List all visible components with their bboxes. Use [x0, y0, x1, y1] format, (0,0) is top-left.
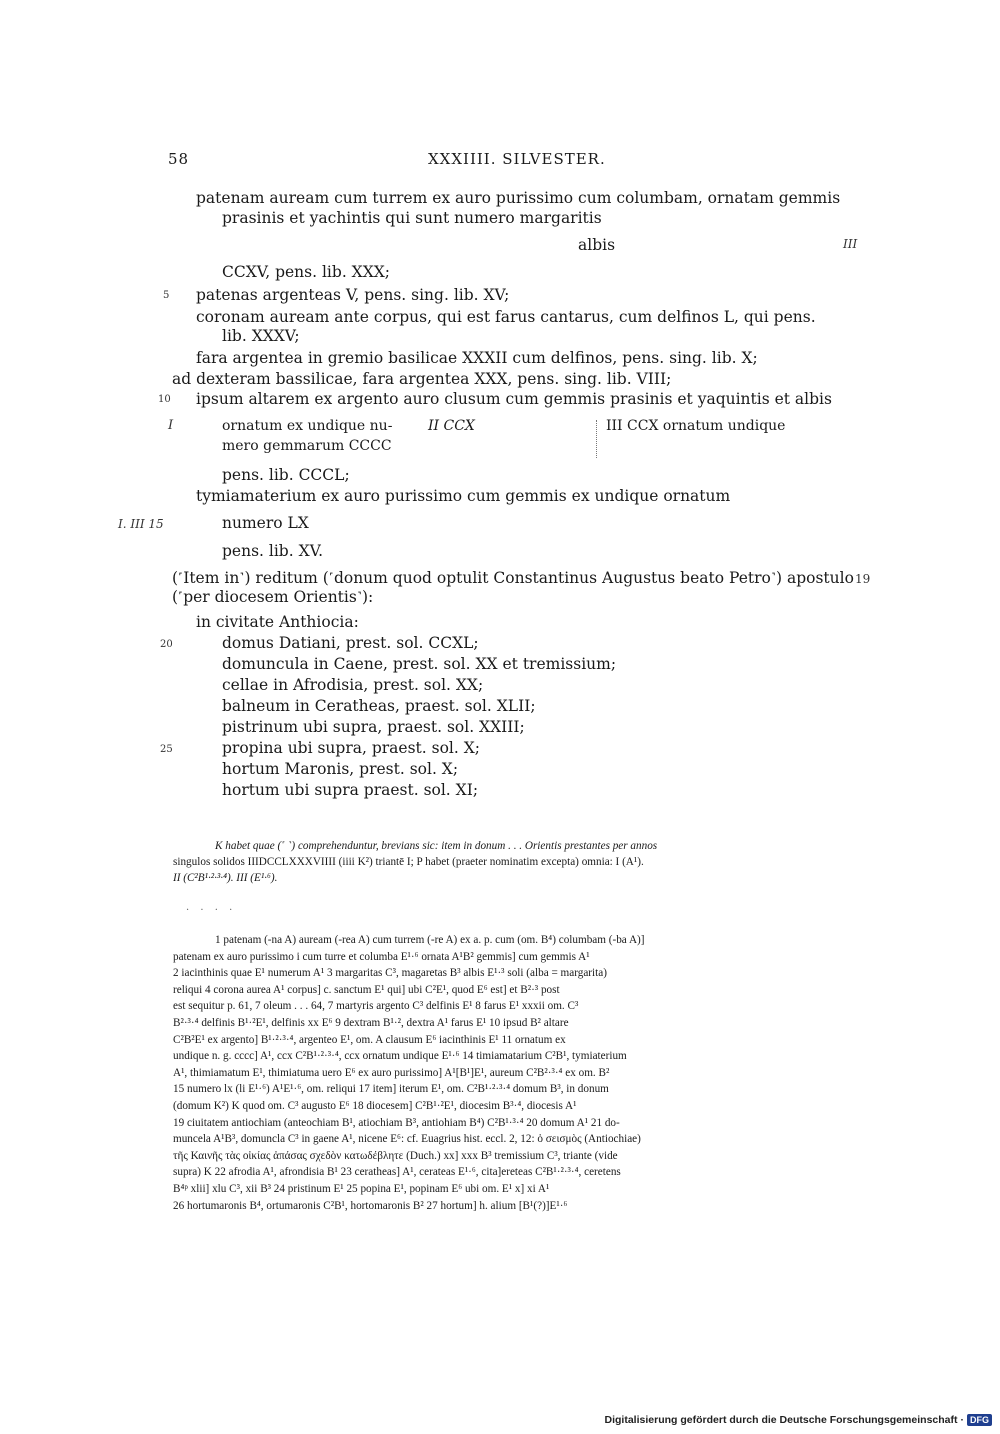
text-line-19: cellae in Afrodisia, prest. sol. XX;	[222, 676, 484, 694]
text-line-3: CCXV, pens. lib. XXX;	[222, 263, 390, 281]
note-K-line: K habet quae (˹ ˺) comprehenduntur, brevians sic: item in donum . . . Orientis prestantes per annos	[215, 840, 658, 852]
apparatus-line: 1 patenam (-na A) auream (-rea A) cum turrem (-re A) ex a. p. cum (om. B⁴) columbam (-ba A)]	[215, 934, 645, 946]
recension-III-text: III CCX ornatum undique	[606, 418, 786, 434]
margin-recension-I: I	[168, 418, 174, 433]
text-line-15: (˹per diocesem Orientis˺):	[172, 588, 374, 606]
text-line-14: (˹Item in˺) reditum (˹donum quod optulit Constantinus Augustus beato Petro˺) apostulo	[172, 569, 854, 587]
column-divider	[596, 420, 597, 458]
text-line-18: domuncula in Caene, prest. sol. XX et tremissium;	[222, 655, 617, 673]
text-line-16: in civitate Anthiocia:	[196, 613, 359, 631]
apparatus-line: (domum K²) K quod om. C³ augusto E⁶ 18 diocesem] C²B¹·²E¹, diocesim B³·⁴, diocesis A¹	[173, 1099, 577, 1112]
text-line-albis: albis	[578, 236, 616, 254]
text-line-20: balneum in Ceratheas, praest. sol. XLII;	[222, 697, 536, 715]
apparatus-line: undique n. g. cccc] A¹, ccx C²B¹·²·³·⁴, ccx ornatum undique E¹·⁶ 14 timiamatarium C²B¹, tymiaterium	[173, 1050, 627, 1063]
text-line-22: propina ubi supra, praest. sol. X;	[222, 739, 480, 757]
critical-apparatus	[173, 932, 848, 1214]
text-line-8: ad dexteram bassilicae, fara argentea XXX, pens. sing. lib. VIII;	[172, 370, 672, 388]
recension-II-text: II CCX	[428, 418, 475, 434]
apparatus-line: 19 ciuitatem antiochiam (anteochiam B¹, atiochiam B³, antiohiam B⁴) C²B¹·³·⁴ 20 domum A¹ 21 do-	[173, 1116, 620, 1129]
text-line-7: fara argentea in gremio basilicae XXXII cum delfinos, pens. sing. lib. X;	[196, 349, 758, 367]
margin-line-20: 20	[160, 639, 173, 650]
apparatus-line: A¹, thimiamatum E¹, thimiatuma uero E⁶ ex auro purissimo] A¹[B¹]E¹, aureum C²B²·³·⁴ ex om. B²	[173, 1066, 610, 1079]
apparatus-line: B²·³·⁴ delfinis B¹·²E¹, delfinis xx E⁶ 9 dextram B¹·², dextra A¹ farus E¹ 10 ipsud B² altare	[173, 1016, 569, 1029]
apparatus-line: supra) K 22 afrodia A¹, afrondisia B¹ 23 ceratheas] A¹, cerateas E¹·⁶, cita]ereteas C²B¹·²·³·⁴, ceretens	[173, 1166, 621, 1179]
margin-line-25: 25	[160, 744, 173, 755]
running-title: XXXIIII. SILVESTER.	[428, 150, 606, 168]
apparatus-line: 26 hortumaronis B⁴, ortumaronis C²B¹, hortomaronis B² 27 hortum] h. alium [B¹(?)]E¹·⁶	[173, 1199, 568, 1212]
text-line-4: patenas argenteas V, pens. sing. lib. XV;	[196, 286, 510, 304]
note-K	[173, 838, 848, 886]
margin-line-19: 19	[855, 572, 871, 586]
text-line-11: tymiamaterium ex auro purissimo cum gemmis ex undique ornatum	[196, 487, 731, 505]
margin-recension-III: III	[843, 237, 858, 251]
recension-I-line-1: ornatum ex undique nu-	[222, 418, 393, 434]
margin-line-10: 10	[158, 394, 171, 405]
text-line-17: domus Datiani, prest. sol. CCXL;	[222, 634, 479, 652]
text-line-12: numero LX	[222, 514, 309, 532]
text-line-5: coronam auream ante corpus, qui est farus cantarus, cum delfinos L, qui pens.	[196, 308, 816, 326]
recension-I-line-2: mero gemmarum CCCC	[222, 438, 392, 454]
note-K-line: singulos solidos IIIDCCLXXXVIIII (iiii K²) triantē I; P habet (praeter nominatim excepta) omnia: I (A¹).	[173, 856, 644, 868]
apparatus-line: τῆς Καινῆς τὰς οἰκίας ἁπάσας σχεδὸν κατωδέβλητε (Duch.) xx] xxx B³ tremissium C³, triante (vide	[173, 1149, 618, 1162]
text-line-21: pistrinum ubi supra, praest. sol. XXIII;	[222, 718, 525, 736]
apparatus-line: reliqui 4 corona aurea A¹ corpus] c. sanctum E¹ qui] ubi C²E¹, quod E⁶ est] et B²·³ post	[173, 983, 560, 996]
margin-line-5: 5	[163, 290, 170, 301]
text-line-6: lib. XXXV;	[222, 327, 300, 345]
footer-text: Digitalisierung gefördert durch die Deutsche Forschungsgemeinschaft	[604, 1414, 958, 1426]
text-line-1: patenam auream cum turrem ex auro purissimo cum columbam, ornatam gemmis	[196, 189, 841, 207]
note-K-line: II (C²B¹·²·³·⁴). III (E¹·⁶).	[173, 872, 278, 884]
apparatus-line: B⁴ᵖ xlii] xlu C³, xii B³ 24 pristinum E¹ 25 popina E¹, popinam E⁶ ubi om. E¹ x] xi A¹	[173, 1182, 550, 1195]
apparatus-line: 2 iacinthinis quae E¹ numerum A¹ 3 margaritas C³, magaretas B³ albis E¹·³ soli (alba = margarita)	[173, 967, 607, 980]
apparatus-line: patenam ex auro purissimo i cum turre et columba E¹·⁶ ornata A¹B² gemmis] cum gemmis A¹	[173, 950, 590, 963]
text-line-23: hortum Maronis, prest. sol. X;	[222, 760, 459, 778]
apparatus-line: C²B²E¹ ex argento] B¹·²·³·⁴, argenteo E¹, om. A clausum E⁶ iacinthinis E¹ 11 ornatum ex	[173, 1033, 566, 1046]
apparatus-line: est sequitur p. 61, 7 oleum . . . 64, 7 martyris argento C³ delfinis E¹ 8 farus E¹ xxxii om. C³	[173, 1000, 579, 1013]
text-line-24: hortum ubi supra praest. sol. XI;	[222, 781, 479, 799]
text-line-13: pens. lib. XV.	[222, 542, 324, 560]
text-line-10: pens. lib. CCCL;	[222, 466, 350, 484]
margin-recension-I-III-15: I. III 15	[118, 517, 164, 531]
separator-dots: · · · ·	[186, 905, 237, 916]
dfg-logo-icon: DFG	[967, 1414, 992, 1426]
text-line-2: prasinis et yachintis qui sunt numero margaritis	[222, 209, 602, 227]
apparatus-line: 15 numero lx (li E¹·⁶) A¹E¹·⁶, om. reliqui 17 item] iterum E¹, om. C²B¹·²·³·⁴ domum B³, in donum	[173, 1083, 609, 1096]
footer-credit: Digitalisierung gefördert durch die Deutsche Forschungsgemeinschaft · DFG	[605, 1414, 992, 1426]
apparatus-line: muncela A¹B³, domuncla C³ in gaene A¹, nicene E⁶: cf. Euagrius hist. eccl. 2, 12: ὁ σεισμὸς (Antiochiae)	[173, 1133, 641, 1146]
text-line-9: ipsum altarem ex argento auro clusum cum gemmis prasinis et yaquintis et albis	[196, 390, 832, 408]
page-number: 58	[168, 150, 190, 168]
